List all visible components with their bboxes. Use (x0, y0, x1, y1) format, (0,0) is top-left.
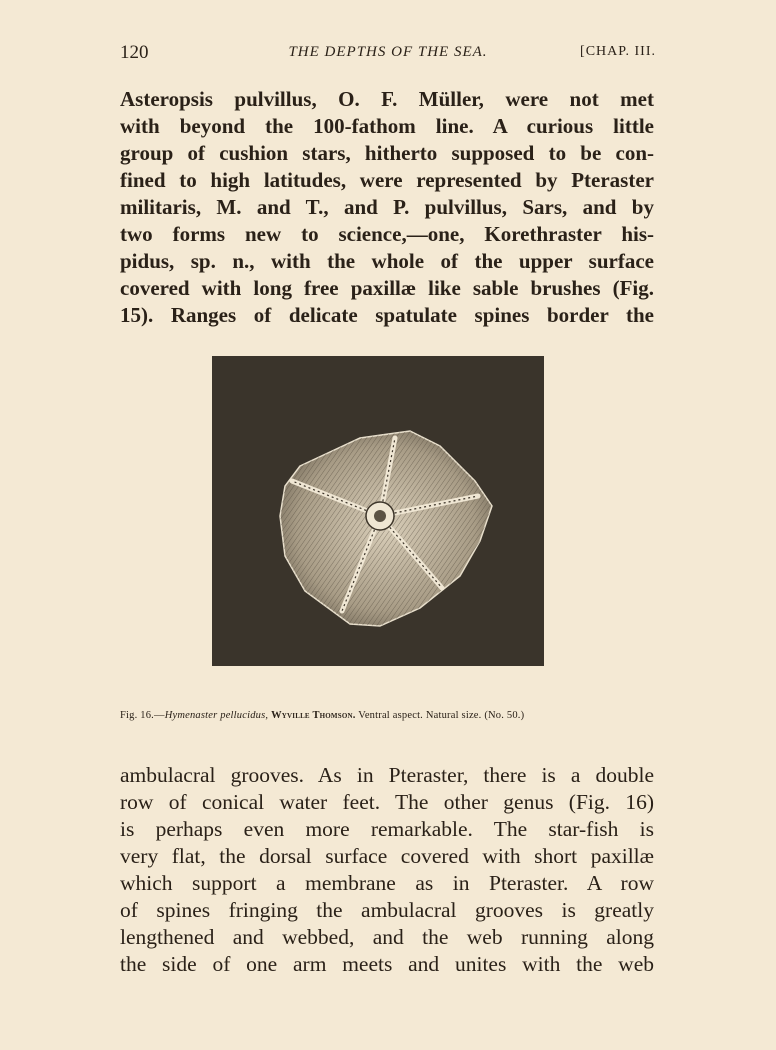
starfish-illustration (212, 356, 544, 666)
text-line: is perhaps even more remarkable. The star-fish is (120, 817, 654, 841)
caption-author: Wyville Thomson. (271, 710, 356, 721)
page-number: 120 (120, 42, 149, 63)
text-line: ambulacral grooves. As in Pteraster, there is a double (120, 763, 654, 787)
text-line: covered with long free paxillæ like sable brushes (Fig. (120, 276, 654, 300)
paragraph-top (120, 86, 654, 329)
text-line: group of cushion stars, hitherto supposed to be con- (120, 141, 654, 165)
page-header (120, 42, 656, 66)
chapter-label: [CHAP. III. (580, 44, 656, 59)
text-line: pidus, sp. n., with the whole of the upper surface (120, 249, 654, 273)
text-line: the side of one arm meets and unites with the web (120, 952, 654, 976)
caption-rest: Ventral aspect. Natural size. (No. 50.) (358, 710, 525, 721)
text-line: which support a membrane as in Pteraster. A row (120, 871, 654, 895)
text-line: 15). Ranges of delicate spatulate spines border the (120, 303, 654, 327)
caption-species: Hymenaster pellucidus, (164, 710, 269, 721)
text-line: of spines fringing the ambulacral grooves is greatly (120, 898, 654, 922)
text-line: two forms new to science,—one, Korethraster his- (120, 222, 654, 246)
text-line: fined to high latitudes, were represented by Pteraster (120, 168, 654, 192)
paragraph-bottom (120, 762, 654, 978)
text-line: very flat, the dorsal surface covered with short paxillæ (120, 844, 654, 868)
text-line: row of conical water feet. The other genus (Fig. 16) (120, 790, 654, 814)
running-title: THE DEPTHS OF THE SEA. (288, 44, 488, 60)
text-line: Asteropsis pulvillus, O. F. Müller, were not met (120, 87, 654, 111)
text-line: militaris, M. and T., and P. pulvillus, Sars, and by (120, 195, 654, 219)
text-line: lengthened and webbed, and the web running along (120, 925, 654, 949)
text-line: with beyond the 100-fathom line. A curious little (120, 114, 654, 138)
figure-caption (120, 710, 655, 721)
caption-prefix: Fig. 16.— (120, 710, 165, 721)
starfish-figure (212, 356, 544, 666)
